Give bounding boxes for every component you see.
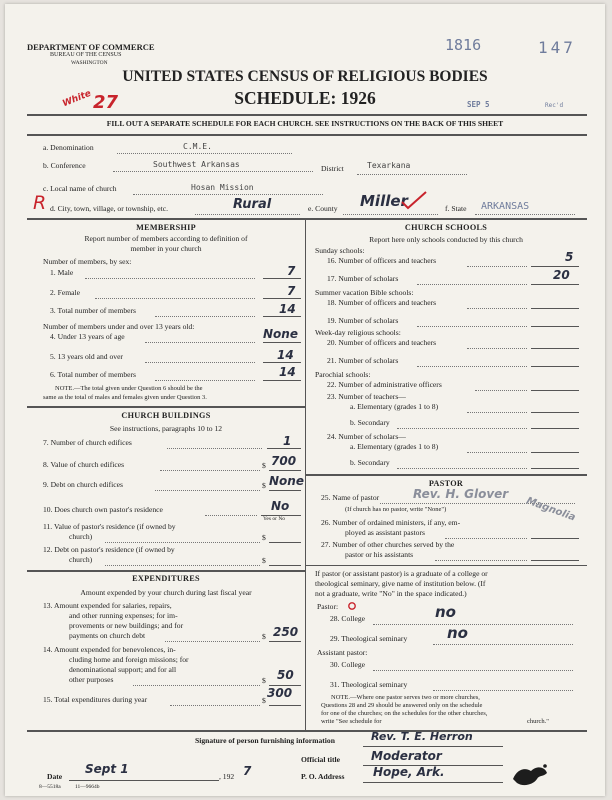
q5-over-13-value: 14: [277, 348, 294, 362]
date-value: Sept 1: [85, 762, 129, 776]
pastor-sublabel: Pastor:: [317, 602, 339, 611]
parochial-schools-label: Parochial schools:: [315, 370, 371, 379]
q15-label: 15. Total expenditures during year: [43, 695, 148, 704]
q26-label-1: 26. Number of ordained ministers, if any, em-: [321, 518, 461, 527]
conference-label: b. Conference: [43, 161, 86, 170]
q23a-label: a. Elementary (grades 1 to 8): [350, 402, 439, 411]
sunday-schools-label: Sunday schools:: [315, 246, 365, 255]
signature-value: Rev. T. E. Herron: [371, 730, 473, 743]
q19-label: 19. Number of scholars: [327, 316, 399, 325]
q4-under-13-label: 4. Under 13 years of age: [50, 332, 125, 341]
local-name-value: Hosan Mission: [191, 183, 254, 192]
footer-rule: [27, 730, 587, 732]
header-rule-top: [27, 114, 587, 116]
q14-label-3: denominational support; and for all: [69, 665, 177, 674]
q26-label-2: ployed as assistant pastors: [345, 528, 425, 537]
q10-residence-value: No: [271, 499, 290, 513]
city-label: WASHINGTON: [71, 60, 108, 66]
date-stamp: SEP 5: [467, 100, 490, 109]
county-value: Miller: [360, 192, 408, 210]
official-title-label: Official title: [301, 755, 341, 764]
summer-schools-label: Summer vacation Bible schools:: [315, 288, 414, 297]
q1-male-label: 1. Male: [50, 268, 74, 277]
form-instruction: FILL OUT A SEPARATE SCHEDULE FOR EACH CHURCH. SEE INSTRUCTIONS ON THE BACK OF THIS SHEET: [106, 119, 504, 128]
q11-label-1: 11. Value of pastor's residence (if owned by: [43, 522, 176, 531]
q27-label-2: pastor or his assistants: [345, 550, 414, 559]
schools-heading: CHURCH SCHOOLS: [404, 223, 488, 232]
q2-female-label: 2. Female: [50, 288, 80, 297]
q7-edifices-value: 1: [283, 434, 292, 448]
q14-label-4: other purposes: [69, 675, 114, 684]
city-town-value: Rural: [233, 197, 272, 212]
pastor-note-2: Questions 28 and 29 should be answered only on the schedule: [321, 702, 483, 709]
district-label: District: [321, 164, 344, 173]
q24a-label: a. Elementary (grades 1 to 8): [350, 442, 439, 451]
red-circle-mark-icon: [347, 601, 357, 611]
denomination-label: a. Denomination: [43, 143, 94, 152]
date-stamp-suffix: Rec'd: [545, 102, 564, 109]
conference-value: Southwest Arkansas: [153, 160, 240, 169]
q6-total-label: 6. Total number of members: [50, 370, 137, 379]
q22-label: 22. Number of administrative officers: [327, 380, 442, 389]
q25-label: 25. Name of pastor: [321, 493, 380, 502]
state-label: f. State: [445, 204, 467, 213]
corner-number: 147: [538, 38, 576, 57]
q12-label-1: 12. Debt on pastor's residence (if owned by: [43, 545, 175, 554]
state-value: ARKANSAS: [481, 201, 530, 212]
q9-debt-value: None: [269, 474, 304, 488]
buildings-instructions: See instructions, paragraphs 10 to 12: [109, 424, 223, 433]
bureau-label: BUREAU OF THE CENSUS: [50, 52, 122, 58]
schools-intro: Report here only schools conducted by this church: [369, 235, 523, 244]
q12-label-2: church): [69, 555, 93, 564]
denomination-value: C.M.E.: [183, 142, 212, 151]
schedule-title: SCHEDULE: 1926: [234, 88, 376, 108]
members-by-sex-label: Number of members, by sex:: [43, 257, 132, 266]
district-value: Texarkana: [367, 161, 411, 170]
q20-label: 20. Number of officers and teachers: [327, 338, 437, 347]
note-white: White: [61, 88, 93, 110]
membership-note-2: same as the total of males and females given under Question 3.: [43, 394, 207, 401]
membership-note-1: NOTE.—The total given under Question 6 should be the: [55, 385, 203, 392]
q8-value-value: 700: [271, 454, 297, 468]
po-address-label: P. O. Address: [301, 772, 345, 781]
membership-intro-1: Report number of members according to definition of: [84, 234, 248, 243]
local-name-label: c. Local name of church: [43, 184, 117, 193]
pastor-heading: PASTOR: [428, 479, 464, 488]
q9-debt-label: 9. Debt on church edifices: [43, 480, 123, 489]
q6-total-value: 14: [279, 365, 296, 379]
date-label: Date: [47, 772, 63, 781]
pastor-note-3: for one of the churches; on the schedules for the other churches,: [321, 710, 488, 717]
form-code-2: 11—9664b: [75, 784, 100, 790]
q16-label: 16. Number of officers and teachers: [327, 256, 437, 265]
q13-label-1: 13. Amount expended for salaries, repairs,: [43, 601, 172, 610]
q3-total-value: 14: [279, 302, 296, 316]
q28-label: 28. College: [330, 614, 366, 623]
q17-value: 20: [553, 268, 570, 282]
signature-label: Signature of person furnishing information: [195, 736, 335, 745]
form-title: UNITED STATES CENSUS OF RELIGIOUS BODIES: [122, 68, 488, 85]
ink-blot-icon: [509, 761, 551, 789]
q14-label-1: 14. Amount expended for benevolences, in-: [43, 645, 176, 654]
membership-heading: MEMBERSHIP: [136, 223, 196, 232]
q17-label: 17. Number of scholars: [327, 274, 399, 283]
q14-value: 50: [277, 668, 294, 682]
mark-r: R: [33, 192, 47, 214]
q11-label-2: church): [69, 532, 93, 541]
q23-label: 23. Number of teachers—: [327, 392, 406, 401]
q15-value: 300: [267, 686, 293, 700]
stamp-number: 1816: [445, 36, 482, 54]
q25-note: (If church has no pastor, write "None"): [345, 506, 447, 513]
year-prefix: , 192: [219, 772, 235, 781]
q25-value: Rev. H. Glover: [413, 487, 509, 501]
official-title-value: Moderator: [371, 749, 442, 763]
census-schedule-sheet: DEPARTMENT OF COMMERCE BUREAU OF THE CENSUS WASHINGTON 1816 147 UNITED STATES CENSUS OF RELIGIOUS BODIES SCHEDULE: 1926 White 27 SEP 5 Rec'd FILL OUT A SEPARATE SCHEDULE FOR EACH CHURCH. SEE INSTRUCTIONS ON THE BACK OF THIS SHEET a. Denomination C.M.E. b. Conference Southwest Arkansas District Texarkana c. Local name of church Hosan Mission R d. City, town, village, or township, etc. Rural e. County Miller f. State ARKANSAS MEMBERSHIP Report number of members according to definition of member in your church Number of members, by sex: 1. Male 7 2. Female 7 3. Total number of members 14 Number of members under and over 13 years old: 4. Under 13 years of age None 5. 13 years old and over 14 6. Total number of members 14 NOTE.—The total given under Question 6 should be the same as the total of males and females given under Question 3. CHURCH BUILDINGS See instructions, paragraphs 10 to 12 7. Number of church edifices 1 8. Value of church edifices $ 700 9. Debt on church edifices $ None 10. Does church own pastor's residence No Yes or No 11. Value of pastor's residence (if owned by church) $ 12. Debt on pastor's residence (if owned by church) $ EXPENDITURES Amount expended by your church during last fiscal year 13. Amount expended for salaries, repairs, and other running expenses; for im- provements or new buildings; and for payments on church debt $ 250 14. Amount expended for benevolences, in- cluding home and foreign missions; for denominational support; and for all other purposes $ 50 15. Total expenditures during year $ 300 CHURCH SCHOOLS Report here only schools conducted by this church Sunday schools: 16. Number of officers and teachers 5 17. Number of scholars 20 Summer vacation Bible schools: 18. Number of officers and teachers 19. Number of scholars Week-day religious schools: 20. Number of officers and teachers 21. Number of scholars Parochial schools: 22. Number of administrative officers 23. Number of teachers— a. Elementary (grades 1 to 8) b. Secondary 24. Number of scholars— a. Elementary (grades 1 to 8) b. Secondary PASTOR 25. Name of pastor Rev. H. Glover Magnolia (If church has no pastor, write "None") 26. Number of ordained ministers, if any, em- ployed as assistant pastors 27. Number of other churches served by the pastor or his assistants If pastor (or assistant pastor) is a graduate of a college or theological seminary, give name of institution below. (If not a graduate, write "No" in the space indicated.) Pastor: 28. College no 29. Theological seminary no Assistant pastor: 30. College 31. Theological seminary NOTE.—Where one pastor serves two or more churches, Questions 28 and 29 should be answered only on the schedule for one of the churches; on the schedules for the other churches, write "See schedule for church." Signature of person furnishing information Rev. T. E. Herron Official title Moderator Date Sept 1 , 192 7 8—5518a 11—9664b P. O. Address Hope, Ark.: [5, 4, 605, 796]
county-label: e. County: [308, 204, 338, 213]
po-address-value: Hope, Ark.: [373, 765, 445, 779]
q8-value-label: 8. Value of church edifices: [43, 460, 125, 469]
graduate-note-1: If pastor (or assistant pastor) is a graduate of a college or: [315, 569, 488, 578]
expenditures-intro: Amount expended by your church during last fiscal year: [80, 588, 252, 597]
q30-label: 30. College: [330, 660, 366, 669]
assistant-pastor-label: Assistant pastor:: [317, 648, 368, 657]
form-code: 8—5518a: [39, 784, 61, 790]
q2-female-value: 7: [287, 284, 296, 298]
q23b-label: b. Secondary: [350, 418, 390, 427]
under-over-label: Number of members under and over 13 years old:: [43, 322, 195, 331]
q28-value: no: [435, 603, 456, 621]
q13-label-2: and other running expenses; for im-: [69, 611, 178, 620]
q3-total-label: 3. Total number of members: [50, 306, 137, 315]
q24b-label: b. Secondary: [350, 458, 390, 467]
weekday-schools-label: Week-day religious schools:: [315, 328, 401, 337]
pastor-note-4b: church.": [527, 718, 549, 725]
q25-extra: Magnolia: [524, 495, 577, 524]
department-label: DEPARTMENT OF COMMERCE: [27, 42, 155, 52]
q1-male-value: 7: [287, 264, 296, 278]
city-town-label: d. City, town, village, or township, etc.: [50, 204, 169, 213]
year-value: 7: [243, 764, 252, 778]
q13-label-4: payments on church debt: [69, 631, 146, 640]
q4-under-13-value: None: [263, 327, 298, 341]
q7-edifices-label: 7. Number of church edifices: [43, 438, 132, 447]
expenditures-heading: EXPENDITURES: [132, 574, 200, 583]
section-rule: [27, 218, 587, 220]
q14-label-2: cluding home and foreign missions; for: [69, 655, 189, 664]
q13-label-3: provements or new buildings; and for: [69, 621, 184, 630]
q31-label: 31. Theological seminary: [330, 680, 408, 689]
graduate-note-2: theological seminary, give name of institution below. (If: [315, 579, 486, 588]
q24-label: 24. Number of scholars—: [327, 432, 406, 441]
pastor-note-4a: write "See schedule for: [321, 718, 382, 725]
buildings-heading: CHURCH BUILDINGS: [121, 411, 211, 420]
check-mark-icon: [400, 190, 430, 212]
q27-label-1: 27. Number of other churches served by the: [321, 540, 455, 549]
q21-label: 21. Number of scholars: [327, 356, 399, 365]
q10-residence-label: 10. Does church own pastor's residence: [43, 505, 163, 514]
yes-no-hint: Yes or No: [263, 516, 286, 522]
membership-intro-2: member in your church: [130, 244, 202, 253]
q5-over-13-label: 5. 13 years old and over: [50, 352, 123, 361]
header-rule-bottom: [27, 134, 587, 136]
q29-label: 29. Theological seminary: [330, 634, 408, 643]
q16-value: 5: [565, 250, 574, 264]
graduate-note-3: not a graduate, write "No" in the space indicated.): [315, 589, 467, 598]
note-27: 27: [93, 92, 119, 113]
q13-value: 250: [273, 625, 299, 639]
q29-value: no: [447, 624, 468, 642]
q18-label: 18. Number of officers and teachers: [327, 298, 437, 307]
pastor-note-1: NOTE.—Where one pastor serves two or more churches,: [331, 694, 480, 701]
